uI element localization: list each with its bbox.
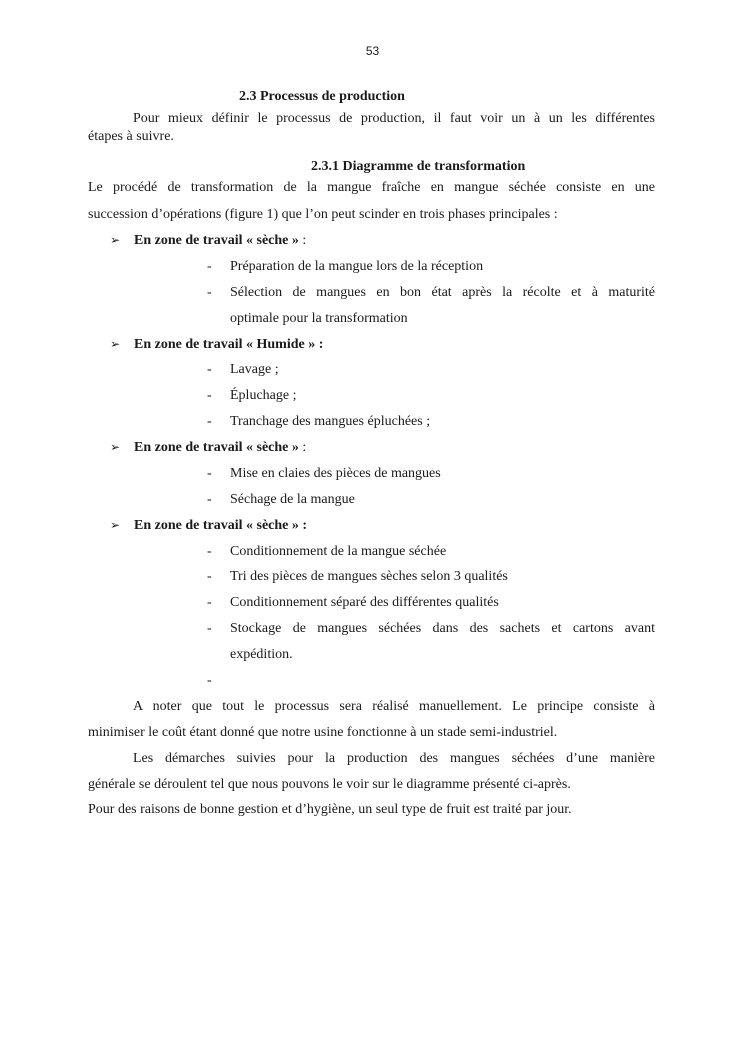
section-title: 2.3 Processus de production <box>239 89 405 104</box>
para2-line-2: minimiser le coût étant donné que notre usine fonctionne à un stade semi-industriel. <box>88 725 558 740</box>
dash-marker-empty: - <box>207 673 212 688</box>
para1-line-2: succession d’opérations (figure 1) que l’on peut scinder en trois phases principales : <box>88 207 558 222</box>
zone-2-item-1: Lavage ; <box>230 362 279 377</box>
subsection-title: 2.3.1 Diagramme de transformation <box>311 159 526 174</box>
dash-marker: - <box>207 544 212 559</box>
para2-line-1: A noter que tout le processus sera réalisé manuellement. Le principe consiste à <box>133 699 655 714</box>
para4: Pour des raisons de bonne gestion et d’hygiène, un seul type de fruit est traité par jour. <box>88 802 572 817</box>
para3-line-1: Les démarches suivies pour la production des mangues séchées d’une manière <box>133 751 655 766</box>
dash-marker: - <box>207 466 212 481</box>
dash-marker: - <box>207 621 212 636</box>
arrowhead-bullet-icon: ➢ <box>110 518 121 532</box>
zone-2-label: En zone de travail « Humide » : <box>134 337 324 352</box>
zone-4-heading <box>110 518 307 534</box>
zone-2-item-2: Épluchage ; <box>230 388 297 403</box>
zone-3-heading <box>110 440 306 456</box>
para1-line-1: Le procédé de transformation de la mangue fraîche en mangue séchée consiste en une <box>88 180 655 195</box>
zone-1-item-1: Préparation de la mangue lors de la réception <box>230 259 484 274</box>
zone-1-suffix: : <box>298 233 307 248</box>
zone-3-suffix: : <box>298 440 307 455</box>
zone-4-label: En zone de travail « sèche » : <box>134 518 308 533</box>
dash-marker: - <box>207 388 212 403</box>
dash-marker: - <box>207 569 212 584</box>
arrowhead-bullet-icon: ➢ <box>110 440 121 454</box>
dash-marker: - <box>207 414 212 429</box>
intro-line-2: étapes à suivre. <box>88 129 174 144</box>
dash-marker: - <box>207 595 212 610</box>
zone-2-heading <box>110 337 323 353</box>
zone-4-item-3: Conditionnement séparé des différentes qualités <box>230 595 499 610</box>
zone-4-item-4-cont: expédition. <box>230 647 293 662</box>
zone-3-item-1: Mise en claies des pièces de mangues <box>230 466 441 481</box>
arrowhead-bullet-icon: ➢ <box>110 233 121 247</box>
zone-1-heading <box>110 233 306 249</box>
zone-4-item-1: Conditionnement de la mangue séchée <box>230 544 447 559</box>
zone-1-label: En zone de travail « sèche » <box>134 233 299 248</box>
zone-3-label: En zone de travail « sèche » <box>134 440 299 455</box>
zone-3-item-2: Séchage de la mangue <box>230 492 355 507</box>
dash-marker: - <box>207 492 212 507</box>
zone-4-item-2: Tri des pièces de mangues sèches selon 3 qualités <box>230 569 508 584</box>
intro-line-1: Pour mieux définir le processus de production, il faut voir un à un les différentes <box>133 111 655 126</box>
zone-4-item-4: Stockage de mangues séchées dans des sachets et cartons avant <box>230 621 655 636</box>
dash-marker: - <box>207 259 212 274</box>
zone-1-item-2-cont: optimale pour la transformation <box>230 311 408 326</box>
dash-marker: - <box>207 362 212 377</box>
dash-marker: - <box>207 285 212 300</box>
para3-line-2: générale se déroulent tel que nous pouvons le voir sur le diagramme présenté ci-après. <box>88 777 571 792</box>
page-number: 53 <box>365 44 380 58</box>
arrowhead-bullet-icon: ➢ <box>110 337 121 351</box>
zone-1-item-2: Sélection de mangues en bon état après la récolte et à maturité <box>230 285 655 300</box>
zone-2-item-3: Tranchage des mangues épluchées ; <box>230 414 431 429</box>
